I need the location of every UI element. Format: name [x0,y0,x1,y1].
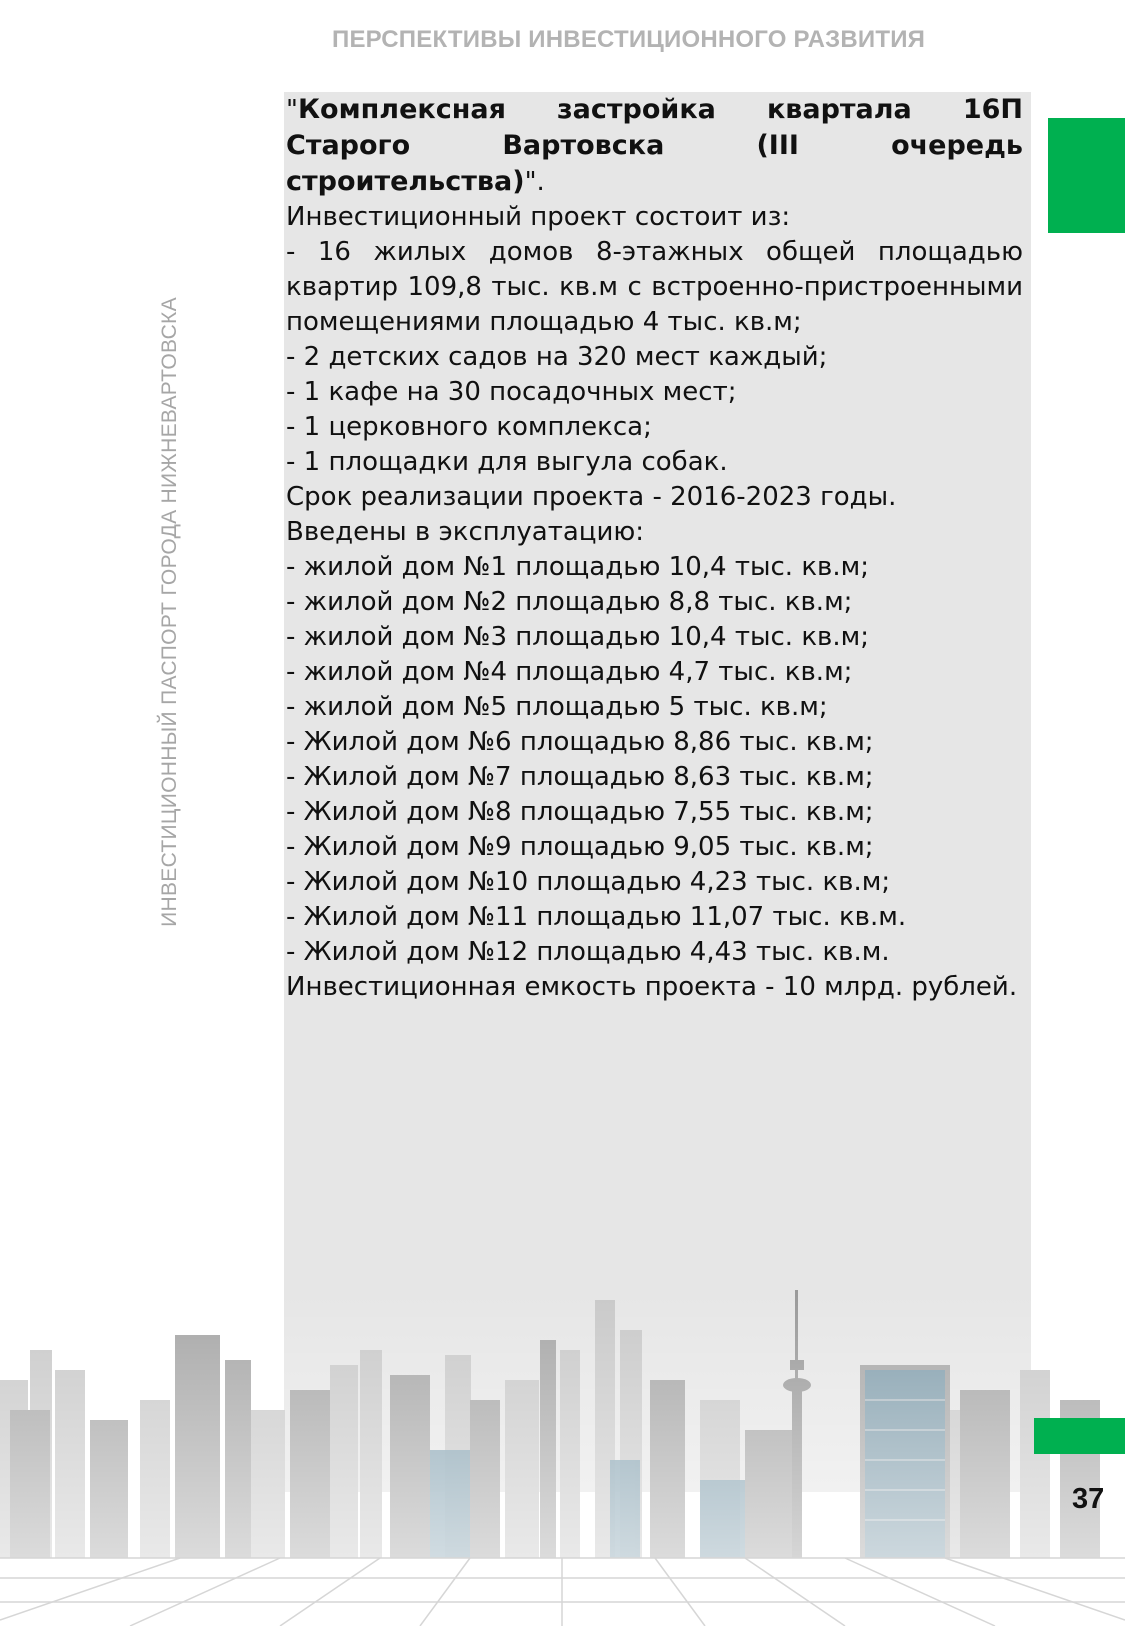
project-description [286,92,1023,1005]
list-item: - жилой дом №5 площадью 5 тыс. кв.м; [286,692,828,722]
list-item: - 1 церковного комплекса; [286,412,652,442]
section-header: ПЕРСПЕКТИВЫ ИНВЕСТИЦИОННОГО РАЗВИТИЯ [332,26,926,53]
project-title [286,92,1023,200]
title-quote-close: ". [524,167,545,197]
title-quote-open: " [286,95,298,125]
list-item: - жилой дом №3 площадью 10,4 тыс. кв.м; [286,622,869,652]
green-section-tab [1048,118,1125,233]
list-item: - 2 детских садов на 320 мест каждый; [286,342,828,372]
list-item: - 1 площадки для выгула собак. [286,447,728,477]
vertical-side-label: ИНВЕСТИЦИОННЫЙ ПАСПОРТ ГОРОДА НИЖНЕВАРТОВСКА [158,297,181,927]
list-item: - 1 кафе на 30 посадочных мест; [286,377,737,407]
list-item: - Жилой дом №12 площадью 4,43 тыс. кв.м. [286,937,890,967]
page-number: 37 [1072,1483,1105,1515]
project-title-text: Комплексная застройка квартала 16П Старого Вартовска (III очередь строительства) [286,94,1023,197]
list-item: - Жилой дом №8 площадью 7,55 тыс. кв.м; [286,797,874,827]
list-item: - жилой дом №1 площадью 10,4 тыс. кв.м; [286,552,869,582]
list-item: - Жилой дом №7 площадью 8,63 тыс. кв.м; [286,762,874,792]
intro-line: Инвестиционный проект состоит из: [286,202,791,232]
list-item: - Жилой дом №11 площадью 11,07 тыс. кв.м. [286,902,907,932]
list-item: - жилой дом №4 площадью 4,7 тыс. кв.м; [286,657,853,687]
city-skyline-illustration [0,1290,1125,1626]
commissioned-heading: Введены в эксплуатацию: [286,517,645,547]
list-item: - Жилой дом №10 площадью 4,23 тыс. кв.м; [286,867,891,897]
list-item: - 16 жилых домов 8-этажных общей площадью квартир 109,8 тыс. кв.м с встроенно-пристроенными помещениями площадью 4 тыс. кв.м; [286,237,1023,337]
term-line: Срок реализации проекта - 2016-2023 годы. [286,482,897,512]
green-page-tab [1034,1418,1125,1454]
capacity-line: Инвестиционная емкость проекта - 10 млрд. рублей. [286,972,1018,1002]
list-item: - жилой дом №2 площадью 8,8 тыс. кв.м; [286,587,853,617]
list-item: - Жилой дом №9 площадью 9,05 тыс. кв.м; [286,832,874,862]
list-item: - Жилой дом №6 площадью 8,86 тыс. кв.м; [286,727,874,757]
